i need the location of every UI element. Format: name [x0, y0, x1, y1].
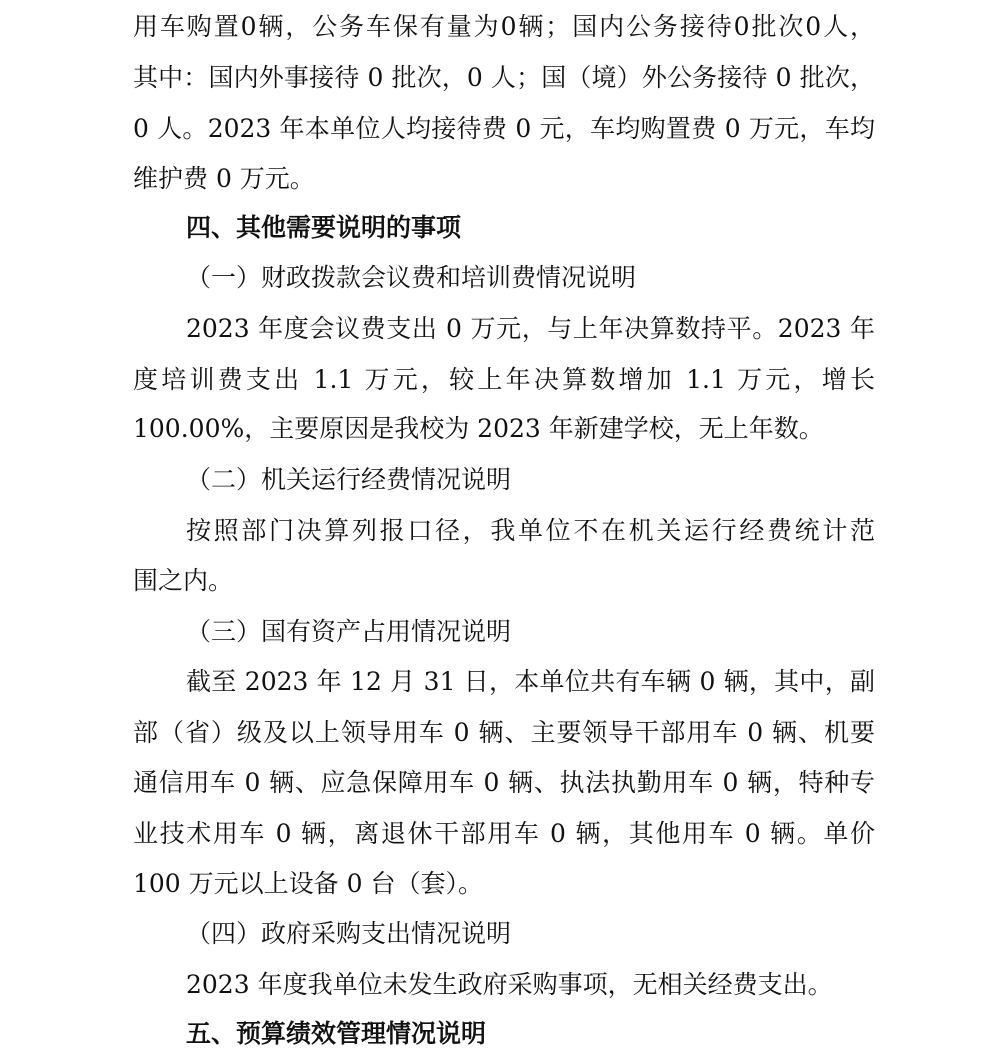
paragraph-line: 通信用车 0 辆、应急保障用车 0 辆、执法执勤用车 0 辆，特种专: [133, 768, 875, 797]
paragraph-line: 部（省）级及以上领导用车 0 辆、主要领导干部用车 0 辆、机要: [133, 718, 875, 747]
subsection-heading: （一）财政拨款会议费和培训费情况说明: [186, 263, 637, 292]
paragraph-line: 业技术用车 0 辆，离退休干部用车 0 辆，其他用车 0 辆。单价: [133, 819, 875, 848]
paragraph-line: 100 万元以上设备 0 台（套）。: [133, 869, 483, 898]
paragraph-line: 维护费 0 万元。: [133, 164, 315, 193]
paragraph-line: 0 人。2023 年本单位人均接待费 0 元，车均购置费 0 万元，车均: [133, 114, 875, 143]
paragraph-line: 用车购置0辆，公务车保有量为0辆；国内公务接待0批次0人，: [133, 12, 875, 41]
paragraph-line: 按照部门决算列报口径，我单位不在机关运行经费统计范: [186, 516, 875, 545]
subsection-heading: （二）机关运行经费情况说明: [186, 465, 512, 494]
section-heading: 五、预算绩效管理情况说明: [186, 1019, 487, 1048]
paragraph-line: 围之内。: [133, 566, 234, 595]
paragraph-line: 2023 年度会议费支出 0 万元，与上年决算数持平。2023 年: [186, 314, 875, 343]
paragraph-line: 截至 2023 年 12 月 31 日，本单位共有车辆 0 辆，其中，副: [186, 667, 875, 696]
subsection-heading: （四）政府采购支出情况说明: [186, 919, 512, 948]
paragraph-line: 100.00%，主要原因是我校为 2023 年新建学校，无上年数。: [133, 414, 824, 443]
subsection-heading: （三）国有资产占用情况说明: [186, 617, 512, 646]
paragraph-line: 其中：国内外事接待 0 批次，0 人；国（境）外公务接待 0 批次，: [133, 63, 875, 92]
section-heading: 四、其他需要说明的事项: [186, 213, 462, 242]
paragraph-line: 度培训费支出 1.1 万元，较上年决算数增加 1.1 万元，增长: [133, 365, 875, 394]
paragraph-line: 2023 年度我单位未发生政府采购事项，无相关经费支出。: [186, 970, 833, 999]
